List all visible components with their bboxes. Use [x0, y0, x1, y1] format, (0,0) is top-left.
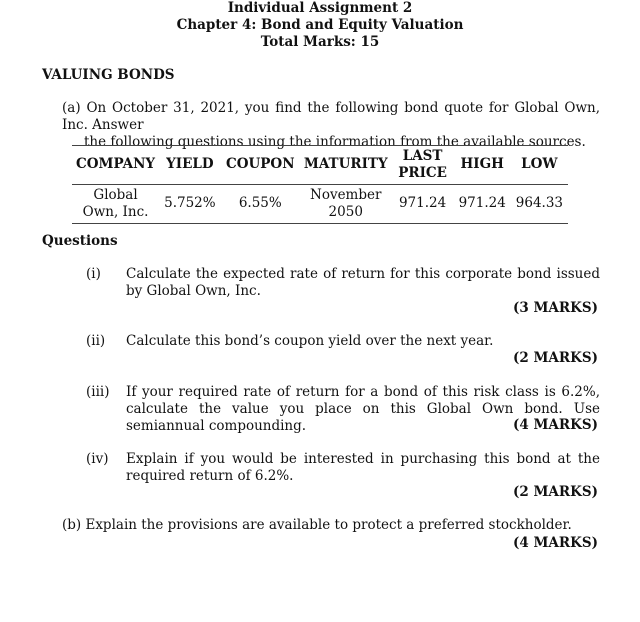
- question-marks: (3 MARKS): [513, 300, 598, 316]
- cell-high: 971.24: [454, 184, 511, 223]
- total-marks: Total Marks: 15: [260, 34, 380, 50]
- assignment-title: Individual Assignment 2: [227, 0, 413, 16]
- part-b-paragraph: (b) Explain the provisions are available to protect a preferred stockholder.: [62, 517, 572, 533]
- question-marks: (2 MARKS): [513, 350, 598, 366]
- question-number: (iv): [86, 451, 109, 467]
- part-a-line1: On October 31, 2021, you find the following bond quote for Global Own, Inc. Answer: [62, 100, 601, 133]
- header-yield: YIELD: [159, 146, 221, 185]
- question-marks: (2 MARKS): [513, 484, 598, 500]
- cell-low: 964.33: [511, 184, 568, 223]
- question-text: Explain if you would be interested in purchasing this bond at the required return of 6.2%.: [126, 451, 600, 484]
- part-b-marks: (4 MARKS): [513, 535, 598, 551]
- question-marks: (4 MARKS): [513, 417, 598, 433]
- question-item: [86, 451, 600, 485]
- table-row: [72, 184, 568, 223]
- chapter-title: Chapter 4: Bond and Equity Valuation: [176, 17, 464, 33]
- part-a-line2: the following questions using the information from the available sources.: [84, 133, 586, 150]
- cell-company: Global Own, Inc.: [72, 184, 159, 223]
- question-number: (i): [86, 266, 101, 282]
- header-maturity: MATURITY: [300, 146, 392, 185]
- question-text: Calculate the expected rate of return for this corporate bond issued by Global Own, Inc.: [126, 266, 600, 299]
- header-last-price: LAST PRICE: [392, 146, 454, 185]
- table-header-row: [72, 146, 568, 185]
- header-coupon: COUPON: [221, 146, 300, 185]
- question-number: (iii): [86, 384, 110, 400]
- cell-coupon: 6.55%: [221, 184, 300, 223]
- document-header: [0, 0, 640, 51]
- section-title: VALUING BONDS: [42, 67, 175, 83]
- header-company: COMPANY: [72, 146, 159, 185]
- question-text: If your required rate of return for a bond of this risk class is 6.2%, calculate the value you place on this Global Own bond. Use semiannual compounding.: [126, 384, 600, 434]
- header-low: LOW: [511, 146, 568, 185]
- cell-yield: 5.752%: [159, 184, 221, 223]
- question-item: [86, 266, 600, 300]
- question-text: Calculate this bond’s coupon yield over the next year.: [126, 333, 494, 349]
- header-high: HIGH: [454, 146, 511, 185]
- part-a-label: (a): [62, 100, 81, 116]
- cell-maturity: November 2050: [300, 184, 392, 223]
- questions-title: Questions: [42, 233, 118, 249]
- question-number: (ii): [86, 333, 106, 349]
- part-a-paragraph: [62, 100, 600, 151]
- question-item: [86, 333, 600, 350]
- cell-last-price: 971.24: [392, 184, 454, 223]
- bond-quote-table: [72, 145, 568, 224]
